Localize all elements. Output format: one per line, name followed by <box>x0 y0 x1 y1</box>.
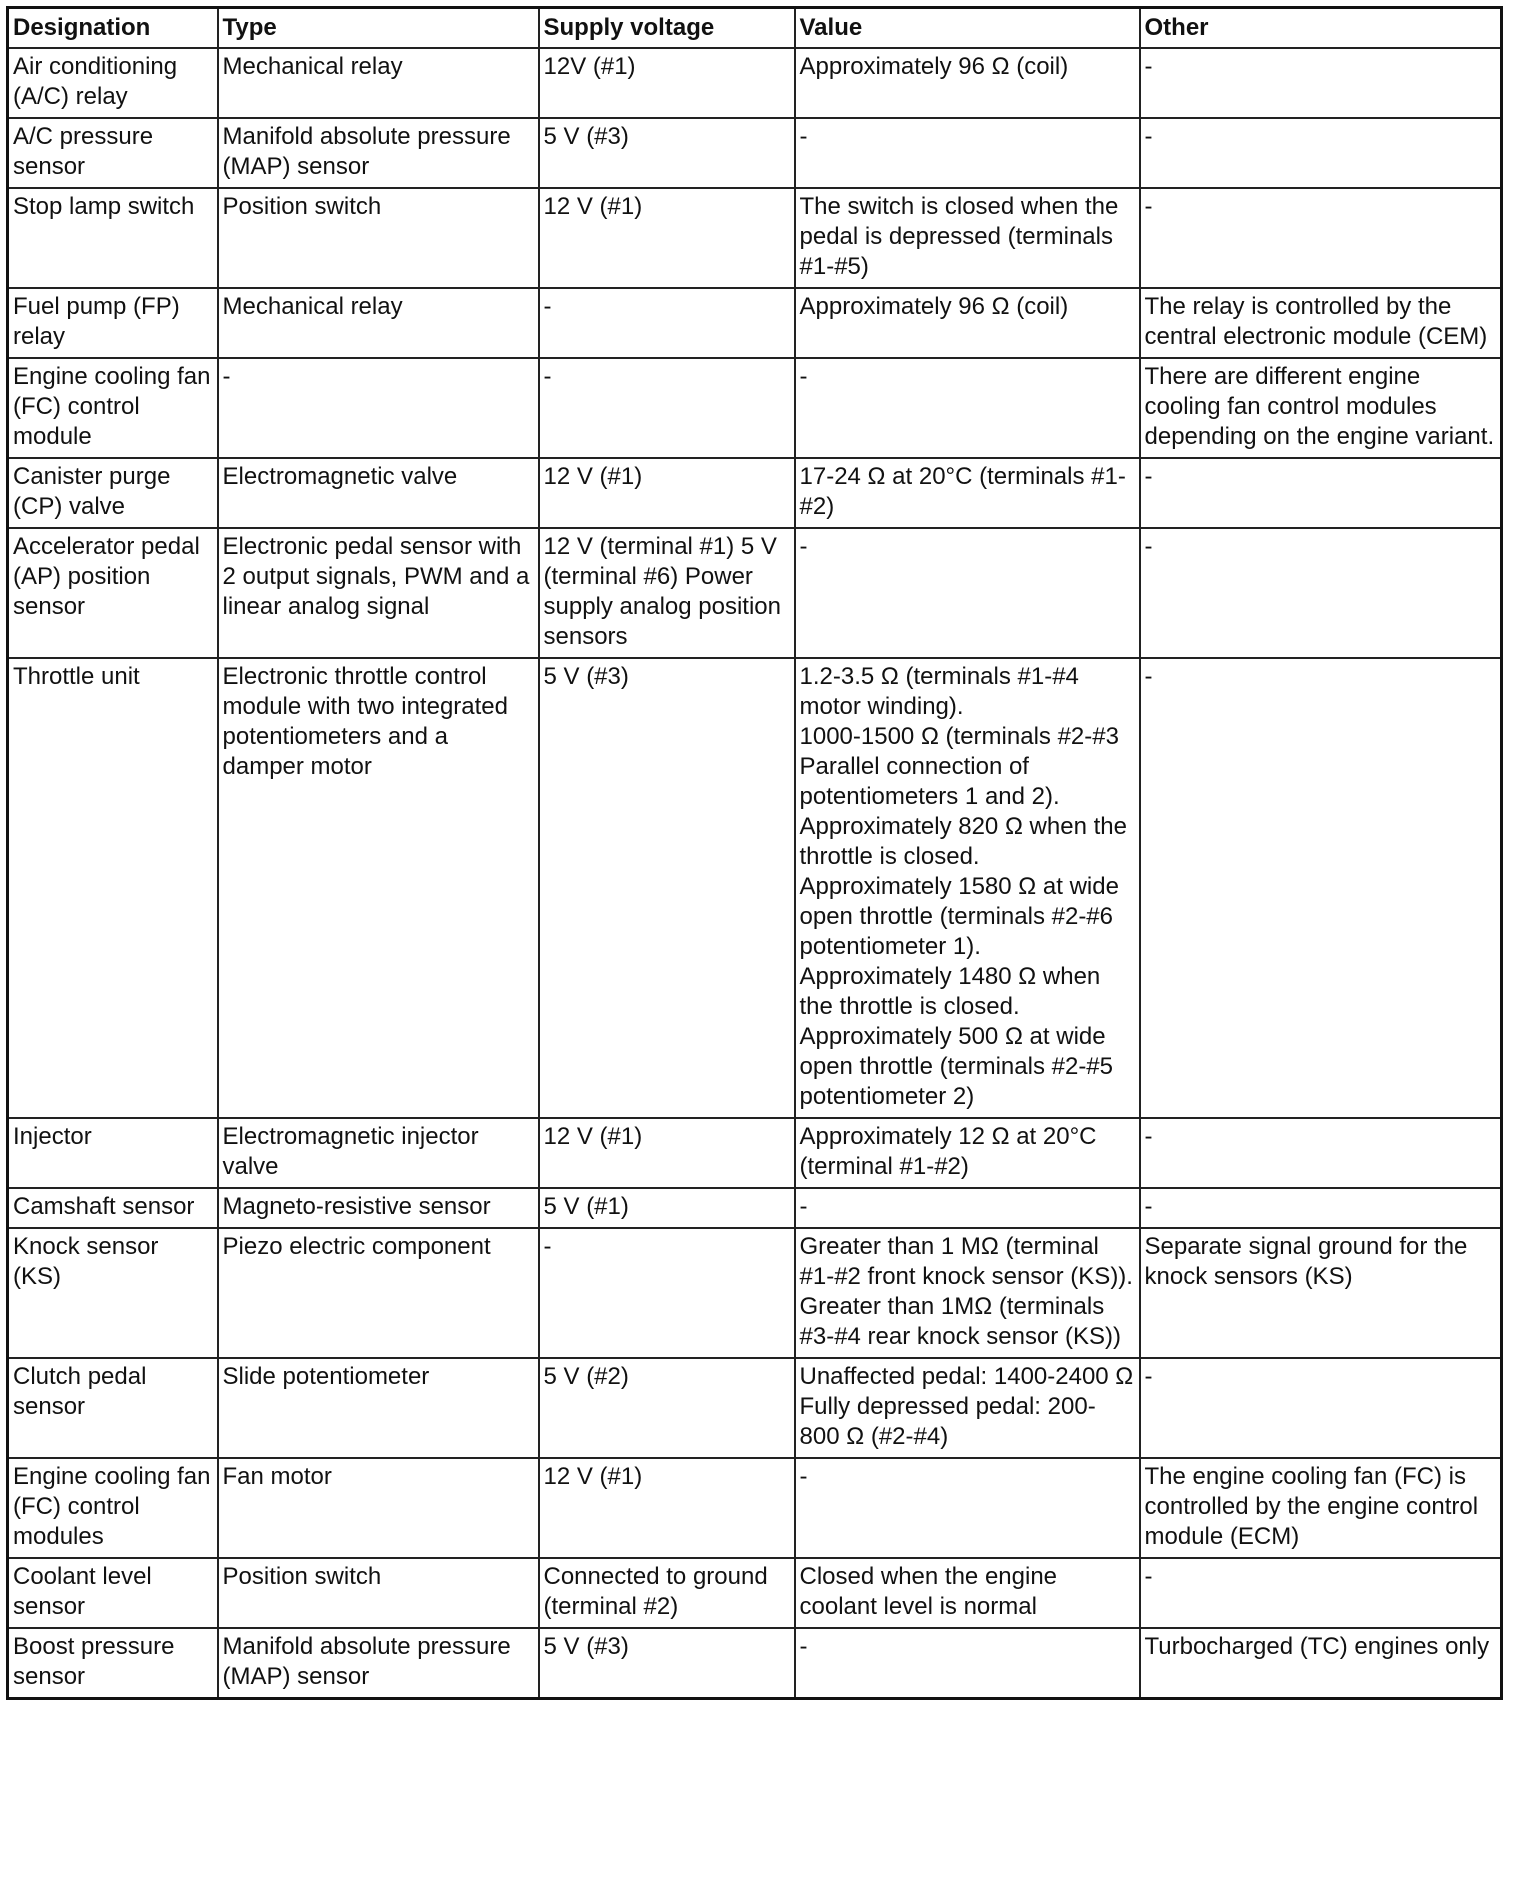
table-header <box>8 8 1502 49</box>
value-line: - <box>799 1463 808 1490</box>
value-line: Greater than 1MΩ (terminals #3-#4 rear knock sensor (KS)) <box>799 1293 1121 1350</box>
supply-voltage-cell: 5 V (#3) <box>539 118 795 188</box>
other-cell: - <box>1140 1188 1502 1228</box>
header-row <box>8 8 1502 49</box>
header-other: Other <box>1140 8 1502 49</box>
other-cell: - <box>1140 658 1502 1118</box>
value-cell <box>795 658 1140 1118</box>
designation-cell: A/C pressure sensor <box>8 118 218 188</box>
value-cell <box>795 1188 1140 1228</box>
other-cell: The relay is controlled by the central electronic module (CEM) <box>1140 288 1502 358</box>
value-cell <box>795 118 1140 188</box>
value-cell <box>795 1118 1140 1188</box>
value-line: Approximately 96 Ω (coil) <box>799 53 1069 80</box>
type-cell: - <box>218 358 539 458</box>
table-row <box>8 1358 1502 1458</box>
other-cell: - <box>1140 188 1502 288</box>
designation-cell: Accelerator pedal (AP) position sensor <box>8 528 218 658</box>
value-cell <box>795 358 1140 458</box>
other-cell: There are different engine cooling fan control modules depending on the engine variant. <box>1140 358 1502 458</box>
other-cell: - <box>1140 1118 1502 1188</box>
value-cell <box>795 458 1140 528</box>
table-row <box>8 528 1502 658</box>
table-row <box>8 458 1502 528</box>
designation-cell: Canister purge (CP) valve <box>8 458 218 528</box>
table-row <box>8 658 1502 1118</box>
designation-cell: Fuel pump (FP) relay <box>8 288 218 358</box>
designation-cell: Coolant level sensor <box>8 1558 218 1628</box>
value-line: Approximately 12 Ω at 20°C (terminal #1-#2) <box>799 1123 1097 1180</box>
supply-voltage-cell: 12 V (#1) <box>539 1118 795 1188</box>
value-line: Approximately 1580 Ω at wide open throttle (terminals #2-#6 potentiometer 1). <box>799 873 1119 960</box>
type-cell: Manifold absolute pressure (MAP) sensor <box>218 118 539 188</box>
supply-voltage-cell: - <box>539 358 795 458</box>
value-cell <box>795 528 1140 658</box>
table-row <box>8 1118 1502 1188</box>
type-cell: Piezo electric component <box>218 1228 539 1358</box>
table-row <box>8 358 1502 458</box>
type-cell: Electromagnetic valve <box>218 458 539 528</box>
designation-cell: Engine cooling fan (FC) control module <box>8 358 218 458</box>
value-cell <box>795 1358 1140 1458</box>
type-cell: Slide potentiometer <box>218 1358 539 1458</box>
header-supply-voltage: Supply voltage <box>539 8 795 49</box>
designation-cell: Air conditioning (A/C) relay <box>8 48 218 118</box>
table-row <box>8 118 1502 188</box>
value-line: - <box>799 123 808 150</box>
other-cell: - <box>1140 118 1502 188</box>
type-cell: Electromagnetic injector valve <box>218 1118 539 1188</box>
designation-cell: Clutch pedal sensor <box>8 1358 218 1458</box>
value-line: Fully depressed pedal: 200-800 Ω (#2-#4) <box>799 1393 1096 1450</box>
value-line: 1.2-3.5 Ω (terminals #1-#4 motor winding). <box>799 663 1079 720</box>
value-line: Approximately 1480 Ω when the throttle is closed. <box>799 963 1101 1020</box>
other-cell: - <box>1140 48 1502 118</box>
table-row <box>8 188 1502 288</box>
value-line: Approximately 96 Ω (coil) <box>799 293 1069 320</box>
other-cell: - <box>1140 528 1502 658</box>
value-cell <box>795 188 1140 288</box>
designation-cell: Knock sensor (KS) <box>8 1228 218 1358</box>
designation-cell: Injector <box>8 1118 218 1188</box>
supply-voltage-cell: - <box>539 1228 795 1358</box>
value-line: - <box>799 533 808 560</box>
designation-cell: Throttle unit <box>8 658 218 1118</box>
designation-cell: Stop lamp switch <box>8 188 218 288</box>
header-value: Value <box>795 8 1140 49</box>
supply-voltage-cell: 5 V (#1) <box>539 1188 795 1228</box>
value-line: 17-24 Ω at 20°C (terminals #1-#2) <box>799 463 1126 520</box>
header-type: Type <box>218 8 539 49</box>
supply-voltage-cell: 12 V (#1) <box>539 1458 795 1558</box>
type-cell: Fan motor <box>218 1458 539 1558</box>
value-cell <box>795 48 1140 118</box>
supply-voltage-cell: 5 V (#2) <box>539 1358 795 1458</box>
value-line: Greater than 1 MΩ (terminal #1-#2 front knock sensor (KS)). <box>799 1233 1133 1290</box>
value-cell <box>795 1558 1140 1628</box>
type-cell: Mechanical relay <box>218 288 539 358</box>
type-cell: Electronic pedal sensor with 2 output signals, PWM and a linear analog signal <box>218 528 539 658</box>
other-cell: - <box>1140 1358 1502 1458</box>
value-cell <box>795 288 1140 358</box>
designation-cell: Camshaft sensor <box>8 1188 218 1228</box>
value-line: - <box>799 1633 808 1660</box>
type-cell: Mechanical relay <box>218 48 539 118</box>
table-row <box>8 1458 1502 1558</box>
value-line: 1000-1500 Ω (terminals #2-#3 Parallel connection of potentiometers 1 and 2). <box>799 723 1119 810</box>
table-row <box>8 1628 1502 1699</box>
value-line: Unaffected pedal: 1400-2400 Ω <box>799 1363 1134 1390</box>
other-cell: The engine cooling fan (FC) is controlled by the engine control module (ECM) <box>1140 1458 1502 1558</box>
type-cell: Magneto-resistive sensor <box>218 1188 539 1228</box>
value-line: Closed when the engine coolant level is normal <box>799 1563 1058 1620</box>
table-row <box>8 1558 1502 1628</box>
value-cell <box>795 1628 1140 1699</box>
supply-voltage-cell: - <box>539 288 795 358</box>
table-body <box>8 48 1502 1699</box>
value-line: Approximately 820 Ω when the throttle is closed. <box>799 813 1127 870</box>
other-cell: Turbocharged (TC) engines only <box>1140 1628 1502 1699</box>
other-cell: - <box>1140 458 1502 528</box>
value-line: The switch is closed when the pedal is depressed (terminals #1-#5) <box>799 193 1119 280</box>
value-line: Approximately 500 Ω at wide open throttle (terminals #2-#5 potentiometer 2) <box>799 1023 1113 1110</box>
supply-voltage-cell: 5 V (#3) <box>539 658 795 1118</box>
supply-voltage-cell: 12V (#1) <box>539 48 795 118</box>
supply-voltage-cell: 5 V (#3) <box>539 1628 795 1699</box>
table-row <box>8 1228 1502 1358</box>
supply-voltage-cell: 12 V (terminal #1) 5 V (terminal #6) Power supply analog position sensors <box>539 528 795 658</box>
type-cell: Manifold absolute pressure (MAP) sensor <box>218 1628 539 1699</box>
type-cell: Position switch <box>218 188 539 288</box>
value-line: - <box>799 363 808 390</box>
header-designation: Designation <box>8 8 218 49</box>
component-spec-table <box>6 6 1503 1700</box>
designation-cell: Boost pressure sensor <box>8 1628 218 1699</box>
value-line: - <box>799 1193 808 1220</box>
table-row <box>8 48 1502 118</box>
supply-voltage-cell: 12 V (#1) <box>539 458 795 528</box>
other-cell: - <box>1140 1558 1502 1628</box>
table-row <box>8 288 1502 358</box>
type-cell: Electronic throttle control module with two integrated potentiometers and a damper motor <box>218 658 539 1118</box>
supply-voltage-cell: 12 V (#1) <box>539 188 795 288</box>
designation-cell: Engine cooling fan (FC) control modules <box>8 1458 218 1558</box>
value-cell <box>795 1458 1140 1558</box>
table-row <box>8 1188 1502 1228</box>
type-cell: Position switch <box>218 1558 539 1628</box>
value-cell <box>795 1228 1140 1358</box>
supply-voltage-cell: Connected to ground (terminal #2) <box>539 1558 795 1628</box>
other-cell: Separate signal ground for the knock sensors (KS) <box>1140 1228 1502 1358</box>
